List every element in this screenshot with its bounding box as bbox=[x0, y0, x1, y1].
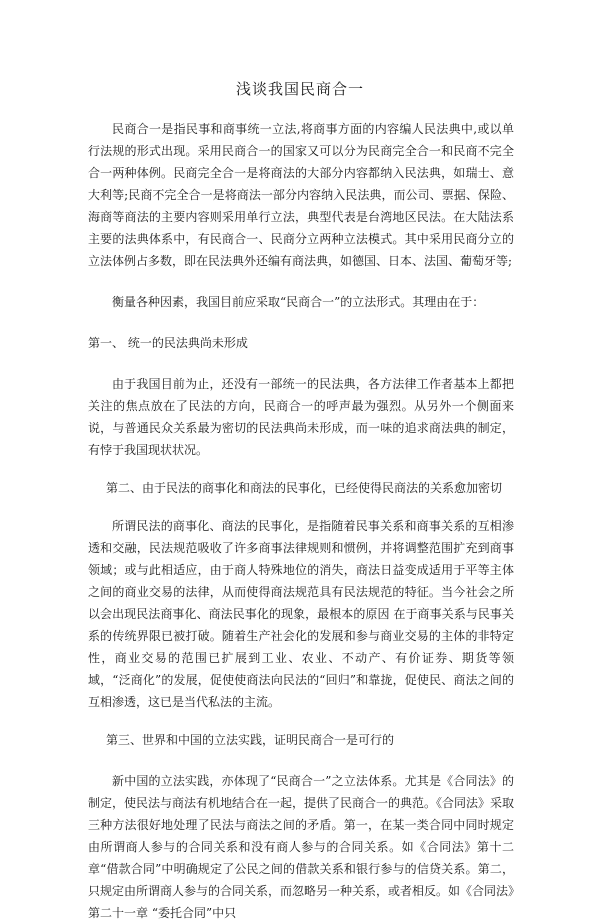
document-body bbox=[88, 118, 514, 924]
paragraph-section-2: 所谓民法的商事化、商法的民事化，是指随着民事关系和商事关系的互相渗透和交融，民法规范吸收了许多商事法律规则和惯例，并将调整范围扩充到商事领域；或与此相适应，由于商人特殊地位的消失，商法日益变成适用于平等主体之间的商业交易的法律，从而使得商法规范具有民法规范的特征。当今社会之所以会出现民法商事化、商法民事化的现象，最根本的原因 在于商事关系与民事关系的传统界限已被打破。随着生产社会化的发展和参与商业交易的主体的非特定性，商业交易的范围已扩展到工业、农业、不动产、有价证券、期货等领域，“泛商化”的发展，促使使商法向民法的“回归”和靠拢，促使民、商法之间的互相渗透，这已是当代私法的主流。 bbox=[88, 519, 514, 709]
paragraph-section-3: 新中国的立法实践，亦体现了“民商合一”之立法体系。尤其是《合同法》的制定，使民法与商法有机地结合在一起，提供了民商合一的典范。《合同法》采取三种方法很好地处理了民法与商法之间的矛盾。第一，在某一类合同中同时规定由所谓商人参与的合同关系和没有商人参与的合同关系。如《合同法》第十二章“借款合同”中明确规定了公民之间的借款关系和银行参与的信贷关系。第二，只规定由所谓商人参与的合同关系，而忽略另一种关系，或者相反。如《合同法》第二十一章 “委托合同”中只 bbox=[88, 774, 515, 920]
section-heading-2: 第二、由于民法的商事化和商法的民事化，已经使得民商法的关系愈加密切 bbox=[106, 481, 503, 495]
section-heading-1: 第一、 统一的民法典尚未形成 bbox=[88, 336, 248, 350]
paragraph-intro: 民商合一是指民事和商事统一立法,将商事方面的内容编人民法典中,或以单行法规的形式出现。采用民商合一的国家又可以分为民商完全合一和民商不完全合一两种体例。民商完全合一是将商法的大部分内容都纳入民法典，如瑞士、意大利等;民商不完全合一是将商法一部分内容纳入民法典，而公司、票据、保险、海商等商法的主要内容则采用单行立法，典型代表是台湾地区民法。在大陆法系主要的法典体系中，有民商合一、民商分立两种立法模式。其中采用民商分立的立法体例占多数，即在民法典外还编有商法典，如德国、日本、法国、葡萄牙等; bbox=[88, 122, 514, 268]
section-heading-3: 第三、世界和中国的立法实践，证明民商合一是可行的 bbox=[106, 733, 395, 747]
paragraph-position: 衡量各种因素，我国目前应采取“民商合一”的立法形式。其理由在于： bbox=[112, 295, 485, 309]
document-title: 浅谈我国民商合一 bbox=[235, 80, 364, 98]
paragraph-section-1: 由于我国目前为止，还没有一部统一的民法典，各方法律工作者基本上都把关注的焦点放在了民法的方向，民商合一的呼声最为强烈。从另外一个侧面来说，与普通民众关系最为密切的民法典尚未形成，而一味的追求商法典的制定，有悖于我国现状状况。 bbox=[88, 377, 514, 457]
